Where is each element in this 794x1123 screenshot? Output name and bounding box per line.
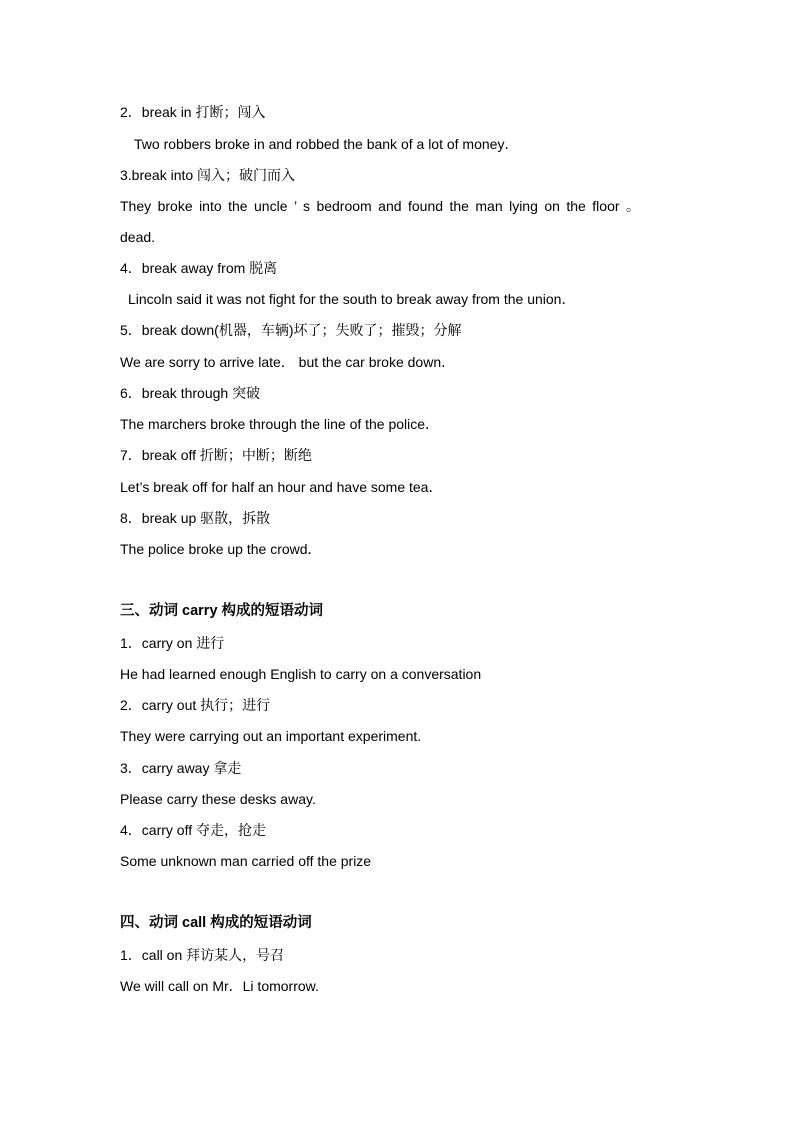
item-break-up: 8．break up 驱散，拆散 — [120, 510, 271, 526]
item-break-away-from: 4．break away from 脱离 — [120, 260, 278, 276]
example-break-away-from: Lincoln said it was not fight for the south to break away from the union． — [128, 291, 576, 307]
example-break-into-cont: dead. — [120, 229, 156, 245]
example-carry-off: Some unknown man carried off the prize — [120, 853, 372, 869]
item-carry-out: 2．carry out 执行；进行 — [120, 697, 271, 713]
example-call-on: We will call on Mr．Li tomorrow. — [120, 978, 319, 994]
example-break-down: We are sorry to arrive late． but the car broke down． — [120, 354, 456, 370]
item-break-into: 3.break into 闯入；破门而入 — [120, 167, 296, 183]
example-break-off: Let’s break off for half an hour and have some tea． — [120, 479, 443, 495]
example-carry-out: They were carrying out an important experiment. — [120, 728, 422, 744]
item-break-in: 2．break in 打断；闯入 — [120, 104, 266, 120]
item-carry-on: 1．carry on 进行 — [120, 635, 225, 651]
item-call-on: 1．call on 拜访某人，号召 — [120, 947, 285, 963]
example-break-up: The police broke up the crowd． — [120, 541, 322, 557]
item-carry-away: 3．carry away 拿走 — [120, 760, 242, 776]
example-break-through: The marchers broke through the line of the police． — [120, 416, 440, 432]
item-break-through: 6．break through 突破 — [120, 385, 261, 401]
section-heading-call: 四、动词 call 构成的短语动词 — [120, 915, 312, 931]
item-carry-off: 4．carry off 夺走，抢走 — [120, 822, 266, 838]
example-break-into: They broke into the uncle ’ s bedroom and found the man lying on the floor 。 — [120, 198, 640, 214]
example-break-in: Two robbers broke in and robbed the bank of a lot of money． — [134, 136, 519, 152]
section-heading-carry: 三、动词 carry 构成的短语动词 — [120, 603, 324, 619]
example-carry-away: Please carry these desks away. — [120, 791, 316, 807]
item-break-down: 5．break down(机器，车辆)坏了；失败了；摧毁；分解 — [120, 322, 462, 338]
item-break-off: 7．break off 折断；中断；断绝 — [120, 447, 312, 463]
example-carry-on: He had learned enough English to carry on a conversation — [120, 666, 482, 682]
